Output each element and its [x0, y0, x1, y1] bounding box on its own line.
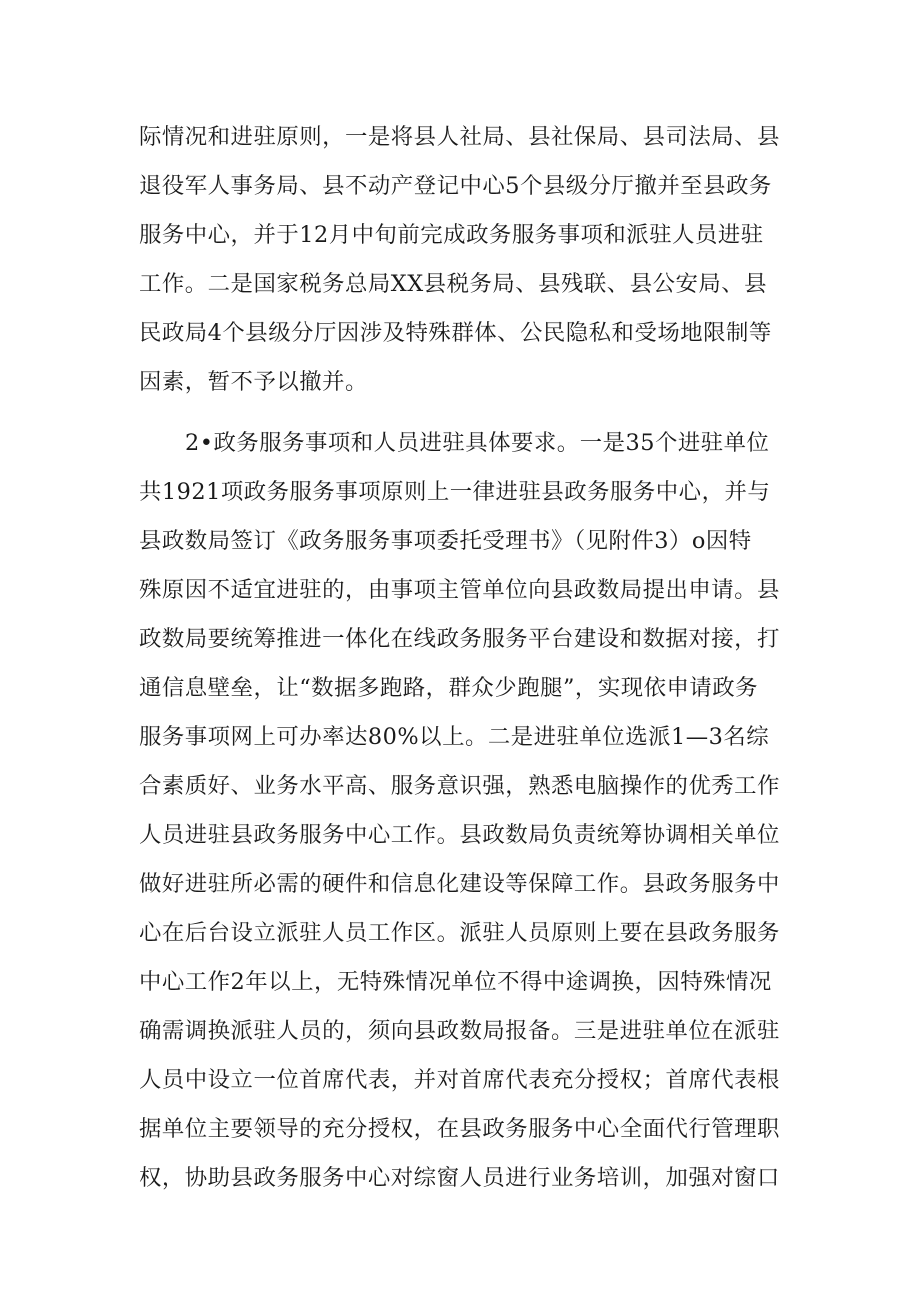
text-line: 退役军人事务局、县不动产登记中心5个县级分厅撤并至县政务 — [139, 173, 772, 199]
text-line: 工作。二是国家税务总局XX县税务局、县残联、县公安局、县 — [139, 271, 768, 297]
text-line: 确需调换派驻人员的，须向县政数局报备。三是进驻单位在派驻 — [139, 1018, 780, 1044]
text-line: 殊原因不适宜进驻的，由事项主管单位向县政数局提出申请。县 — [139, 577, 780, 603]
text-line: 心在后台设立派驻人员工作区。派驻人员原则上要在县政务服务 — [139, 920, 780, 946]
text-line: 据单位主要领导的充分授权，在县政务服务中心全面代行管理职 — [139, 1116, 780, 1142]
paragraph-spacer — [139, 407, 789, 419]
text-line: 因素，暂不予以撤并。 — [139, 369, 368, 395]
text-line: 人员进驻县政务服务中心工作。县政数局负责统筹协调相关单位 — [139, 822, 780, 848]
text-line: 政数局要统筹推进一体化在线政务服务平台建设和数据对接，打 — [139, 626, 780, 652]
text-line: 共1921项政务服务事项原则上一律进驻县政务服务中心，并与 — [139, 479, 771, 505]
text-line: 民政局4个县级分厅因涉及特殊群体、公民隐私和受场地限制等 — [139, 320, 772, 346]
text-line: 通信息壁垒，让“数据多跑路，群众少跑腿”，实现依申请政务 — [139, 675, 759, 701]
text-line: 中心工作2年以上，无特殊情况单位不得中途调换，因特殊情况 — [139, 969, 772, 995]
text-line: 合素质好、业务水平高、服务意识强，熟悉电脑操作的优秀工作 — [139, 773, 780, 799]
text-line: 做好进驻所必需的硬件和信息化建设等保障工作。县政务服务中 — [139, 871, 780, 897]
text-line: 服务事项网上可办率达80%以上。二是进驻单位选派1—3名综 — [139, 724, 770, 750]
text-line: 2•政务服务事项和人员进驻具体要求。一是35个进驻单位 — [185, 430, 770, 456]
text-line: 人员中设立一位首席代表，并对首席代表充分授权；首席代表根 — [139, 1067, 780, 1093]
text-line: 际情况和进驻原则，一是将县人社局、县社保局、县司法局、县 — [139, 124, 780, 150]
paragraph-1 — [139, 113, 789, 407]
document-body — [139, 113, 789, 1203]
text-line: 服务中心，并于12月中旬前完成政务服务事项和派驻人员进驻 — [139, 222, 764, 248]
text-line: 权，协助县政务服务中心对综窗人员进行业务培训，加强对窗口 — [139, 1165, 780, 1191]
paragraph-2 — [139, 419, 789, 1203]
text-line: 县政数局签订《政务服务事项委托受理书》（见附件3）o因特 — [139, 528, 752, 554]
